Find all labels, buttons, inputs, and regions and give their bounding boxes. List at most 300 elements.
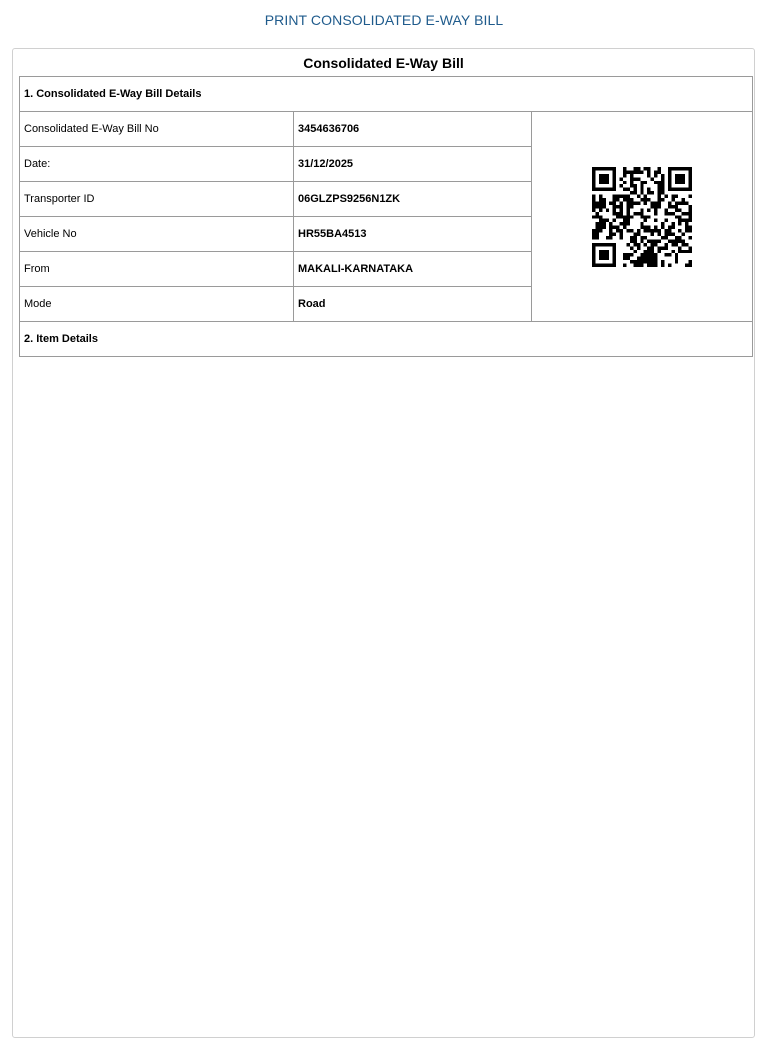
qr-module bbox=[668, 174, 671, 177]
qr-module bbox=[661, 184, 664, 187]
qr-module bbox=[668, 212, 671, 215]
qr-module bbox=[592, 170, 595, 173]
qr-module bbox=[689, 174, 692, 177]
qr-module bbox=[689, 181, 692, 184]
qr-module bbox=[640, 198, 643, 201]
qr-module bbox=[592, 257, 595, 260]
qr-module bbox=[592, 208, 595, 211]
qr-module bbox=[678, 208, 681, 211]
qr-module bbox=[651, 229, 654, 232]
qr-module bbox=[595, 233, 598, 236]
qr-module bbox=[630, 253, 633, 256]
qr-module bbox=[651, 243, 654, 246]
qr-module bbox=[613, 219, 616, 222]
qr-module bbox=[671, 222, 674, 225]
qr-module bbox=[664, 233, 667, 236]
qr-module bbox=[668, 233, 671, 236]
qr-module bbox=[592, 177, 595, 180]
qr-cell bbox=[532, 112, 753, 322]
qr-module bbox=[678, 229, 681, 232]
qr-module bbox=[620, 177, 623, 180]
qr-module bbox=[620, 195, 623, 198]
qr-module bbox=[661, 188, 664, 191]
qr-module bbox=[668, 205, 671, 208]
qr-module bbox=[630, 260, 633, 263]
qr-module bbox=[637, 201, 640, 204]
qr-module bbox=[602, 250, 605, 253]
qr-module bbox=[613, 174, 616, 177]
qr-module bbox=[613, 233, 616, 236]
qr-module bbox=[592, 184, 595, 187]
qr-module bbox=[606, 236, 609, 239]
qr-module bbox=[654, 212, 657, 215]
qr-module bbox=[595, 205, 598, 208]
qr-module bbox=[675, 260, 678, 263]
row-value: HR55BA4513 bbox=[294, 217, 532, 252]
qr-module bbox=[658, 250, 661, 253]
qr-module bbox=[616, 205, 619, 208]
qr-module bbox=[626, 205, 629, 208]
qr-module bbox=[664, 212, 667, 215]
qr-module bbox=[623, 253, 626, 256]
qr-module bbox=[682, 188, 685, 191]
qr-module bbox=[651, 233, 654, 236]
qr-module bbox=[647, 208, 650, 211]
qr-module bbox=[661, 222, 664, 225]
qr-module bbox=[647, 250, 650, 253]
qr-module bbox=[630, 215, 633, 218]
qr-module bbox=[592, 250, 595, 253]
qr-module bbox=[626, 215, 629, 218]
section-row bbox=[20, 322, 753, 357]
qr-module bbox=[654, 239, 657, 242]
qr-module bbox=[682, 233, 685, 236]
qr-module bbox=[613, 181, 616, 184]
qr-module bbox=[678, 177, 681, 180]
qr-module bbox=[630, 170, 633, 173]
qr-module bbox=[675, 208, 678, 211]
qr-module bbox=[626, 222, 629, 225]
qr-module bbox=[599, 177, 602, 180]
qr-module bbox=[640, 191, 643, 194]
qr-module bbox=[592, 243, 595, 246]
row-label: Consolidated E-Way Bill No bbox=[20, 112, 294, 147]
qr-module bbox=[602, 253, 605, 256]
qr-module bbox=[640, 215, 643, 218]
qr-module bbox=[606, 174, 609, 177]
qr-module bbox=[606, 188, 609, 191]
qr-module bbox=[623, 219, 626, 222]
qr-module bbox=[647, 174, 650, 177]
qr-module bbox=[595, 264, 598, 267]
qr-module bbox=[689, 177, 692, 180]
qr-module bbox=[623, 215, 626, 218]
qr-module bbox=[637, 167, 640, 170]
qr-module bbox=[599, 167, 602, 170]
qr-module bbox=[647, 226, 650, 229]
qr-module bbox=[658, 246, 661, 249]
qr-module bbox=[592, 264, 595, 267]
qr-module bbox=[675, 195, 678, 198]
qr-module bbox=[661, 191, 664, 194]
qr-module bbox=[682, 201, 685, 204]
qr-module bbox=[616, 195, 619, 198]
qr-module bbox=[644, 250, 647, 253]
qr-module bbox=[595, 243, 598, 246]
qr-module bbox=[678, 167, 681, 170]
qr-module bbox=[685, 222, 688, 225]
qr-module bbox=[689, 184, 692, 187]
qr-module bbox=[682, 239, 685, 242]
qr-module bbox=[609, 264, 612, 267]
qr-module bbox=[671, 205, 674, 208]
qr-module bbox=[630, 174, 633, 177]
qr-module bbox=[689, 229, 692, 232]
qr-module bbox=[613, 170, 616, 173]
qr-module bbox=[626, 253, 629, 256]
qr-module bbox=[647, 170, 650, 173]
qr-module bbox=[613, 243, 616, 246]
qr-module bbox=[633, 201, 636, 204]
qr-module bbox=[623, 174, 626, 177]
qr-module bbox=[658, 205, 661, 208]
qr-module bbox=[671, 212, 674, 215]
qr-module bbox=[644, 229, 647, 232]
qr-module bbox=[678, 222, 681, 225]
qr-module bbox=[689, 195, 692, 198]
qr-module bbox=[630, 177, 633, 180]
qr-module bbox=[658, 239, 661, 242]
qr-module bbox=[592, 181, 595, 184]
qr-module bbox=[664, 246, 667, 249]
qr-module bbox=[668, 226, 671, 229]
qr-module bbox=[613, 195, 616, 198]
page-title: PRINT CONSOLIDATED E-WAY BILL bbox=[264, 12, 504, 28]
qr-module bbox=[654, 260, 657, 263]
qr-module bbox=[599, 188, 602, 191]
qr-module bbox=[606, 250, 609, 253]
qr-module bbox=[592, 174, 595, 177]
qr-module bbox=[668, 188, 671, 191]
qr-module bbox=[606, 257, 609, 260]
qr-module bbox=[654, 264, 657, 267]
qr-module bbox=[640, 257, 643, 260]
qr-module bbox=[664, 229, 667, 232]
qr-module bbox=[668, 167, 671, 170]
qr-module bbox=[668, 184, 671, 187]
qr-module bbox=[630, 205, 633, 208]
qr-module bbox=[678, 174, 681, 177]
qr-module bbox=[647, 257, 650, 260]
qr-module bbox=[640, 188, 643, 191]
qr-module bbox=[675, 177, 678, 180]
qr-module bbox=[626, 243, 629, 246]
qr-module bbox=[602, 205, 605, 208]
qr-module bbox=[671, 243, 674, 246]
qr-module bbox=[640, 208, 643, 211]
qr-module bbox=[602, 264, 605, 267]
qr-module bbox=[606, 243, 609, 246]
qr-module bbox=[654, 229, 657, 232]
qr-module bbox=[678, 201, 681, 204]
qr-module bbox=[675, 239, 678, 242]
qr-module bbox=[606, 253, 609, 256]
qr-module bbox=[675, 243, 678, 246]
row-label: Vehicle No bbox=[20, 217, 294, 252]
qr-module bbox=[671, 167, 674, 170]
qr-module bbox=[595, 215, 598, 218]
qr-module bbox=[633, 264, 636, 267]
qr-module bbox=[602, 198, 605, 201]
qr-module bbox=[613, 184, 616, 187]
row-label: Date: bbox=[20, 147, 294, 182]
qr-module bbox=[633, 167, 636, 170]
qr-module bbox=[630, 198, 633, 201]
qr-module bbox=[689, 205, 692, 208]
qr-module bbox=[685, 226, 688, 229]
qr-module bbox=[609, 222, 612, 225]
qr-module bbox=[602, 177, 605, 180]
qr-module bbox=[647, 239, 650, 242]
qr-module bbox=[651, 257, 654, 260]
qr-module bbox=[675, 215, 678, 218]
qr-module bbox=[609, 236, 612, 239]
qr-module bbox=[685, 212, 688, 215]
qr-module bbox=[654, 208, 657, 211]
qr-module bbox=[647, 229, 650, 232]
qr-module bbox=[689, 188, 692, 191]
qr-module bbox=[640, 264, 643, 267]
qr-module bbox=[630, 201, 633, 204]
qr-module bbox=[640, 253, 643, 256]
qr-module bbox=[664, 236, 667, 239]
qr-module bbox=[599, 205, 602, 208]
qr-module bbox=[633, 212, 636, 215]
qr-module bbox=[620, 222, 623, 225]
qr-module bbox=[599, 229, 602, 232]
row-label: Mode bbox=[20, 287, 294, 322]
qr-module bbox=[678, 215, 681, 218]
qr-module bbox=[671, 188, 674, 191]
qr-module bbox=[595, 226, 598, 229]
qr-module bbox=[623, 257, 626, 260]
qr-module bbox=[682, 212, 685, 215]
qr-module bbox=[606, 264, 609, 267]
qr-module bbox=[633, 170, 636, 173]
qr-module bbox=[630, 236, 633, 239]
qr-module bbox=[630, 191, 633, 194]
qr-module bbox=[651, 250, 654, 253]
qr-module bbox=[647, 198, 650, 201]
qr-module bbox=[671, 195, 674, 198]
qr-module bbox=[620, 233, 623, 236]
qr-module bbox=[599, 215, 602, 218]
qr-module bbox=[599, 243, 602, 246]
qr-module bbox=[613, 167, 616, 170]
qr-module bbox=[654, 174, 657, 177]
qr-module bbox=[658, 170, 661, 173]
qr-module bbox=[668, 170, 671, 173]
qr-module bbox=[647, 260, 650, 263]
qr-module bbox=[626, 219, 629, 222]
qr-module bbox=[613, 253, 616, 256]
qr-module bbox=[613, 260, 616, 263]
qr-module bbox=[613, 188, 616, 191]
qr-module bbox=[661, 174, 664, 177]
qr-module bbox=[661, 246, 664, 249]
qr-module bbox=[602, 222, 605, 225]
qr-module bbox=[626, 201, 629, 204]
qr-module bbox=[668, 181, 671, 184]
qr-module bbox=[595, 229, 598, 232]
qr-module bbox=[623, 181, 626, 184]
qr-module bbox=[654, 205, 657, 208]
qr-module bbox=[637, 260, 640, 263]
qr-module bbox=[623, 170, 626, 173]
qr-module bbox=[658, 191, 661, 194]
qr-module bbox=[689, 246, 692, 249]
qr-module bbox=[661, 226, 664, 229]
qr-module bbox=[644, 253, 647, 256]
qr-module bbox=[654, 257, 657, 260]
qr-module bbox=[658, 181, 661, 184]
qr-module bbox=[599, 201, 602, 204]
qr-module bbox=[626, 208, 629, 211]
qr-module bbox=[668, 253, 671, 256]
qr-module bbox=[689, 264, 692, 267]
qr-module bbox=[599, 226, 602, 229]
qr-module bbox=[640, 260, 643, 263]
qr-module bbox=[654, 253, 657, 256]
qr-module bbox=[613, 198, 616, 201]
row-value: Road bbox=[294, 287, 532, 322]
qr-module bbox=[644, 201, 647, 204]
qr-code-icon bbox=[590, 167, 694, 267]
qr-module bbox=[626, 195, 629, 198]
section-heading-items: 2. Item Details bbox=[20, 322, 753, 357]
qr-module bbox=[602, 219, 605, 222]
qr-module bbox=[616, 226, 619, 229]
qr-module bbox=[602, 174, 605, 177]
qr-module bbox=[595, 201, 598, 204]
qr-module bbox=[602, 226, 605, 229]
qr-module bbox=[613, 201, 616, 204]
qr-module bbox=[595, 188, 598, 191]
qr-module bbox=[592, 246, 595, 249]
qr-module bbox=[637, 233, 640, 236]
qr-module bbox=[658, 167, 661, 170]
qr-module bbox=[599, 257, 602, 260]
qr-module bbox=[599, 222, 602, 225]
qr-module bbox=[640, 184, 643, 187]
qr-module bbox=[616, 212, 619, 215]
qr-module bbox=[599, 208, 602, 211]
document-title: Consolidated E-Way Bill bbox=[303, 55, 464, 71]
qr-module bbox=[630, 239, 633, 242]
qr-module bbox=[647, 253, 650, 256]
qr-module bbox=[675, 201, 678, 204]
qr-module bbox=[626, 212, 629, 215]
qr-module bbox=[592, 188, 595, 191]
qr-module bbox=[647, 246, 650, 249]
qr-module bbox=[613, 205, 616, 208]
qr-module bbox=[647, 191, 650, 194]
qr-module bbox=[623, 226, 626, 229]
qr-module bbox=[637, 229, 640, 232]
qr-module bbox=[599, 174, 602, 177]
qr-module bbox=[637, 170, 640, 173]
qr-module bbox=[658, 188, 661, 191]
qr-module bbox=[685, 250, 688, 253]
qr-module bbox=[592, 260, 595, 263]
qr-module bbox=[675, 181, 678, 184]
qr-module bbox=[606, 181, 609, 184]
qr-module bbox=[651, 246, 654, 249]
qr-module bbox=[633, 184, 636, 187]
qr-module bbox=[678, 246, 681, 249]
qr-module bbox=[592, 167, 595, 170]
qr-module bbox=[602, 188, 605, 191]
qr-module bbox=[671, 226, 674, 229]
qr-module bbox=[651, 260, 654, 263]
qr-module bbox=[658, 184, 661, 187]
qr-module bbox=[599, 198, 602, 201]
qr-module bbox=[654, 181, 657, 184]
qr-module bbox=[654, 170, 657, 173]
qr-module bbox=[609, 229, 612, 232]
qr-module bbox=[613, 212, 616, 215]
qr-module bbox=[640, 181, 643, 184]
qr-module bbox=[613, 250, 616, 253]
qr-module bbox=[613, 264, 616, 267]
qr-module bbox=[599, 253, 602, 256]
qr-module bbox=[664, 208, 667, 211]
qr-module bbox=[609, 233, 612, 236]
section-heading-details: 1. Consolidated E-Way Bill Details bbox=[20, 77, 753, 112]
qr-module bbox=[647, 167, 650, 170]
table-row bbox=[20, 112, 753, 147]
qr-module bbox=[675, 257, 678, 260]
qr-module bbox=[637, 246, 640, 249]
row-value: 06GLZPS9256N1ZK bbox=[294, 182, 532, 217]
qr-module bbox=[633, 243, 636, 246]
qr-module bbox=[630, 184, 633, 187]
eway-bill-table bbox=[19, 76, 753, 357]
qr-module bbox=[613, 208, 616, 211]
qr-module bbox=[592, 205, 595, 208]
qr-module bbox=[689, 167, 692, 170]
qr-module bbox=[592, 201, 595, 204]
qr-module bbox=[616, 215, 619, 218]
qr-module bbox=[654, 243, 657, 246]
qr-module bbox=[606, 219, 609, 222]
qr-module bbox=[609, 226, 612, 229]
qr-module bbox=[599, 181, 602, 184]
qr-module bbox=[682, 219, 685, 222]
qr-module bbox=[689, 215, 692, 218]
qr-module bbox=[685, 229, 688, 232]
qr-module bbox=[675, 205, 678, 208]
qr-module bbox=[654, 219, 657, 222]
qr-module bbox=[685, 243, 688, 246]
qr-module bbox=[633, 260, 636, 263]
qr-module bbox=[661, 260, 664, 263]
qr-module bbox=[682, 250, 685, 253]
qr-module bbox=[664, 243, 667, 246]
qr-module bbox=[623, 222, 626, 225]
qr-module bbox=[675, 167, 678, 170]
qr-module bbox=[640, 222, 643, 225]
